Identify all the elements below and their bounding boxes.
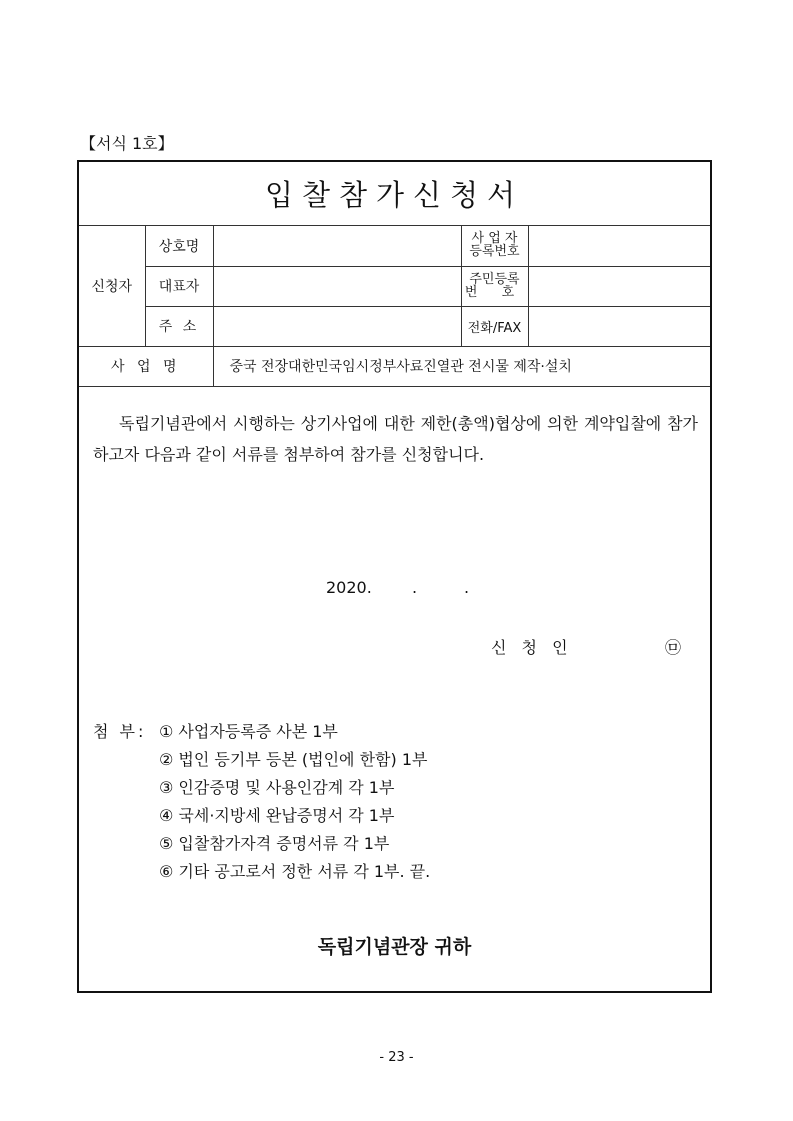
form-title: 입찰참가신청서: [79, 162, 710, 226]
attachments-list: [93, 718, 430, 886]
representative-row: [79, 266, 710, 306]
application-date: [326, 578, 469, 597]
attachment-row: [93, 858, 430, 886]
addressee: 독립기념관장 귀하: [317, 936, 472, 958]
representative-label: 대표자: [145, 266, 213, 306]
trade-name-label: 상호명: [145, 226, 213, 266]
application-form: [77, 160, 712, 993]
attachment-item: ④ 국세·지방세 완납증명서 각 1부: [159, 806, 395, 825]
date-month-dot: .: [412, 578, 418, 597]
applicant-info-table: [79, 226, 710, 387]
attachment-row: [93, 830, 430, 858]
attachment-item: ③ 인감증명 및 사용인감계 각 1부: [159, 778, 395, 797]
application-statement: [93, 408, 698, 470]
date-day-dot: .: [464, 578, 470, 597]
trade-name-field[interactable]: [213, 226, 461, 266]
applicant-group-label: 신청자: [79, 226, 145, 346]
attachment-item: ① 사업자등록증 사본 1부: [159, 722, 338, 741]
representative-field[interactable]: [213, 266, 461, 306]
phone-fax-label: 전화/FAX: [461, 306, 528, 346]
resident-reg-label-line2: 번 호: [464, 284, 525, 300]
attachment-item: ② 법인 등기부 등본 (법인에 한함) 1부: [159, 750, 428, 769]
project-name-row: [79, 346, 710, 386]
address-field[interactable]: [213, 306, 461, 346]
attachment-row: [93, 802, 430, 830]
business-reg-label-line1: 사 업 자: [471, 231, 518, 247]
business-reg-label: [461, 226, 528, 266]
attachment-row: [93, 774, 430, 802]
attachment-row: [93, 746, 430, 774]
business-reg-label-line2: 등록번호: [469, 244, 520, 260]
project-name-value: 중국 전장대한민국임시정부사료진열관 전시물 제작·설치: [213, 346, 710, 386]
attachment-item: ⑥ 기타 공고로서 정한 서류 각 1부. 끝.: [159, 862, 431, 881]
resident-reg-label: [461, 266, 528, 306]
resident-reg-field[interactable]: [528, 266, 710, 306]
applicant-signature-label: 신 청 인: [491, 638, 573, 657]
date-year: 2020.: [326, 578, 372, 597]
form-number-label: 【서식 1호】: [80, 134, 174, 153]
business-reg-field[interactable]: [528, 226, 710, 266]
attachment-row: [93, 718, 430, 746]
project-name-label: 사 업 명: [79, 346, 213, 386]
page-number: - 23 -: [379, 1050, 414, 1065]
attachment-item: ⑤ 입찰참가자격 증명서류 각 1부: [159, 834, 390, 853]
address-label: 주 소: [145, 306, 213, 346]
trade-name-row: [79, 226, 710, 266]
resident-reg-label-line1: 주민등록: [469, 271, 520, 287]
phone-fax-field[interactable]: [528, 306, 710, 346]
seal-mark: ㉤: [665, 638, 682, 657]
statement-text: 독립기념관에서 시행하는 상기사업에 대한 제한(총액)협상에 의한 계약입찰에 참가하고자 다음과 같이 서류를 첨부하여 참가를 신청합니다.: [93, 414, 698, 464]
attachments-label: 첨 부:: [93, 722, 147, 741]
address-row: [79, 306, 710, 346]
